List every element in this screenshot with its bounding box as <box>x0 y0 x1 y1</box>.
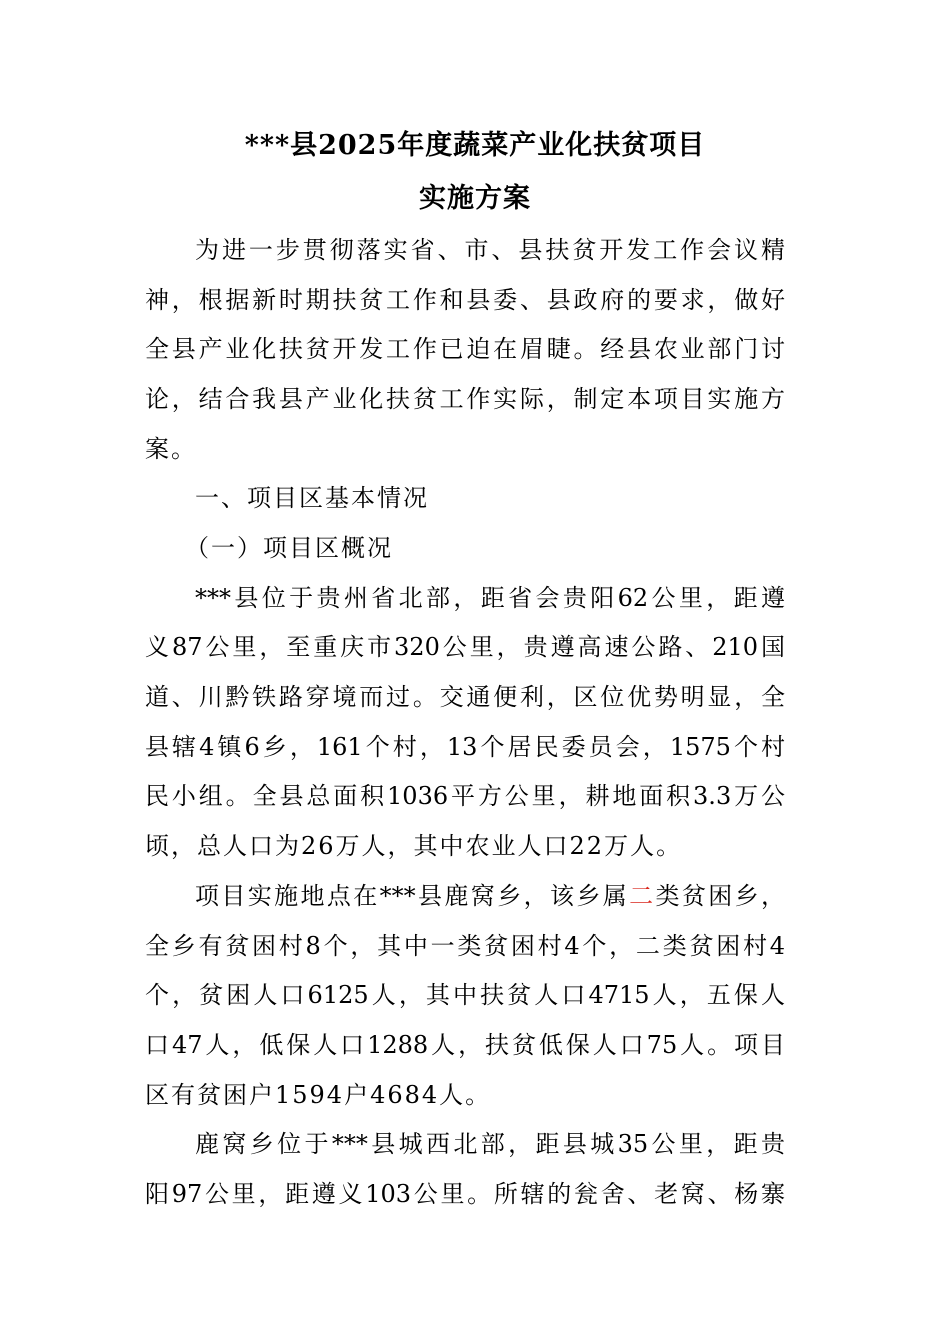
paragraph-text: 类贫困乡， <box>655 882 786 910</box>
paragraph-line: 义87公里，至重庆市320公里，贵遵高速公路、210国 <box>145 633 785 661</box>
paragraph-line: 县辖4镇6乡，161个村，13个居民委员会，1575个村 <box>145 733 785 761</box>
paragraph-line: 阳97公里，距遵义103公里。所辖的瓮舍、老窝、杨寨 <box>145 1180 785 1208</box>
paragraph-line: 全乡有贫困村8个，其中一类贫困村4个，二类贫困村4 <box>145 932 785 960</box>
paragraph-line: 顷，总人口为26万人，其中农业人口22万人。 <box>145 832 683 860</box>
section-heading: 一、项目区基本情况 <box>195 484 429 512</box>
paragraph-line: 个，贫困人口6125人，其中扶贫人口4715人，五保人 <box>145 981 785 1009</box>
paragraph-line: ***县位于贵州省北部，距省会贵阳62公里，距遵 <box>195 584 785 612</box>
paragraph-line: 鹿窝乡位于***县城西北部，距县城35公里，距贵 <box>195 1130 785 1158</box>
paragraph-line: 论，结合我县产业化扶贫工作实际，制定本项目实施方 <box>145 385 785 413</box>
document-subtitle: 实施方案 <box>419 183 531 214</box>
paragraph-line: 神，根据新时期扶贫工作和县委、县政府的要求，做好 <box>145 286 785 314</box>
paragraph-line: 民小组。全县总面积1036平方公里，耕地面积3.3万公 <box>145 782 785 810</box>
paragraph-line: 案。 <box>145 435 197 463</box>
paragraph-line: 为进一步贯彻落实省、市、县扶贫开发工作会议精 <box>195 236 785 264</box>
paragraph-text: 项目实施地点在***县鹿窝乡，该乡属 <box>195 882 630 910</box>
document-title: ***县2025年度蔬菜产业化扶贫项目 <box>244 130 706 161</box>
paragraph-line: 口47人，低保人口1288人，扶贫低保人口75人。项目 <box>145 1031 785 1059</box>
paragraph-line <box>145 882 785 910</box>
subsection-heading: （一）项目区概况 <box>185 534 393 562</box>
paragraph-line: 区有贫困户1594户4684人。 <box>145 1081 492 1109</box>
paragraph-line: 道、川黔铁路穿境而过。交通便利，区位优势明显，全 <box>145 683 785 711</box>
highlighted-text: 二 <box>629 882 656 910</box>
paragraph-line: 全县产业化扶贫开发工作已迫在眉睫。经县农业部门讨 <box>145 335 785 363</box>
